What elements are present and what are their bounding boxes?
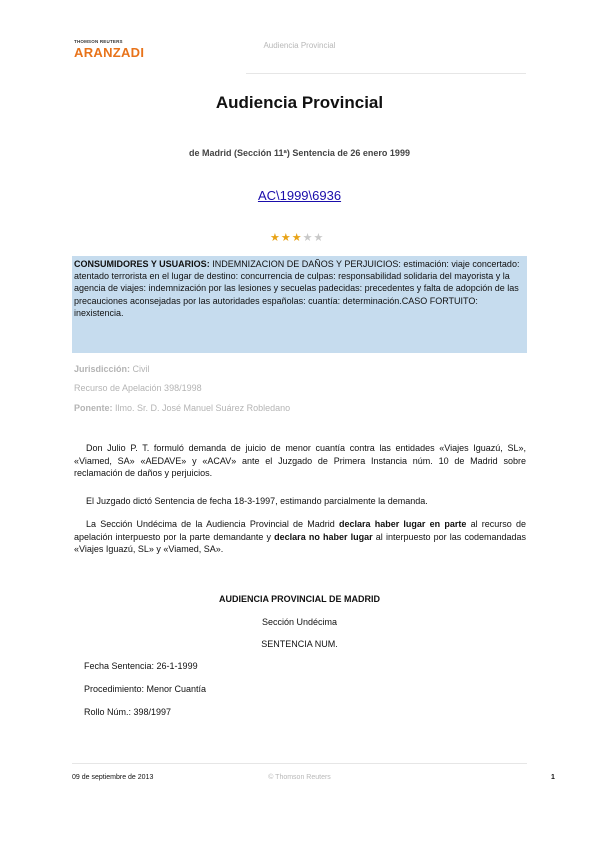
header-divider (246, 73, 526, 74)
paragraph-3-part-2: al recurso de apelación interpuesto por la parte demandante y (74, 519, 527, 542)
appeal-line: Recurso de Apelación 398/1998 (74, 383, 202, 393)
summary-text: INDEMNIZACION DE DAÑOS Y PERJUICIOS: estimación: viaje concertado: atentado terrorista en el lugar de destino: concurrencia de culpas: responsabilidad solidaria del mayorista y la agencia de viajes: indemnización por las lesiones y secuelas padecidas: precedentes y falta de adopción de las precauciones aconsejadas por las autoridades españolas: cuantía: determinación.CASO FORTUITO: inexistencia. (74, 259, 520, 318)
speaker-line (74, 403, 290, 413)
logo-brand: ARANZADI (74, 44, 145, 60)
paragraph-3-part-3: al interpuesto por las codemandadas «Viajes Iguazú, SL» y «Viamed, SA». (74, 531, 526, 554)
paragraph-1: Don Julio P. T. formuló demanda de juicio de menor cuantía contra las entidades «Viajes Iguazú, SL», «Viamed, SA» «AEDAVE» y «ACAV» ante el Juzgado de Primera Instancia núm. 10 de Madrid sobre reclamación de daños y perjuicios. (74, 443, 526, 478)
paragraph-3-part-1: La Sección Undécima de la Audiencia Provincial de Madrid (86, 519, 339, 529)
star-icon: ★ (291, 232, 302, 244)
roll-number: Rollo Núm.: 398/1997 (84, 707, 172, 717)
jurisdiction-value: Civil (130, 364, 150, 374)
logo-publisher: THOMSON REUTERS (74, 39, 123, 44)
document-subtitle: de Madrid (Sección 11ª) Sentencia de 26 enero 1999 (189, 148, 410, 158)
sentence-heading: SENTENCIA NUM. (261, 639, 338, 649)
reference-link[interactable]: AC\1999\6936 (257, 188, 342, 203)
running-header-title: Audiencia Provincial (263, 41, 336, 50)
paragraph-3-ruling-1: declara haber lugar en parte (338, 519, 467, 529)
star-icon: ★ (280, 232, 291, 244)
document-reference (0, 188, 599, 203)
section-heading: Sección Undécima (261, 617, 338, 627)
paragraph-3 (74, 518, 526, 556)
star-icon: ★ (313, 232, 324, 244)
jurisdiction-label: Jurisdicción: (74, 364, 131, 374)
summary-heading: CONSUMIDORES Y USUARIOS: (74, 259, 210, 269)
page-number: 1 (551, 774, 555, 781)
speaker-label: Ponente: (74, 403, 113, 413)
speaker-value: Ilmo. Sr. D. José Manuel Suárez Robledano (112, 403, 291, 413)
star-icon: ★ (302, 232, 313, 244)
procedure-type: Procedimiento: Menor Cuantía (84, 684, 207, 694)
court-heading: AUDIENCIA PROVINCIAL DE MADRID (218, 594, 380, 604)
document-title: Audiencia Provincial (215, 93, 384, 112)
footer-date: 09 de septiembre de 2013 (72, 774, 154, 781)
summary-box (72, 256, 527, 353)
sentence-date: Fecha Sentencia: 26-1-1999 (84, 661, 198, 671)
footer-divider (72, 763, 527, 764)
relevance-rating (270, 233, 323, 244)
paragraph-2: El Juzgado dictó Sentencia de fecha 18-3-1997, estimando parcialmente la demanda. (86, 496, 428, 506)
star-icon: ★ (270, 232, 280, 244)
jurisdiction-line (74, 364, 150, 374)
footer-copyright: © Thomson Reuters (268, 774, 331, 781)
page-header (0, 0, 599, 75)
paragraph-3-ruling-2: declara no haber lugar (274, 531, 373, 542)
